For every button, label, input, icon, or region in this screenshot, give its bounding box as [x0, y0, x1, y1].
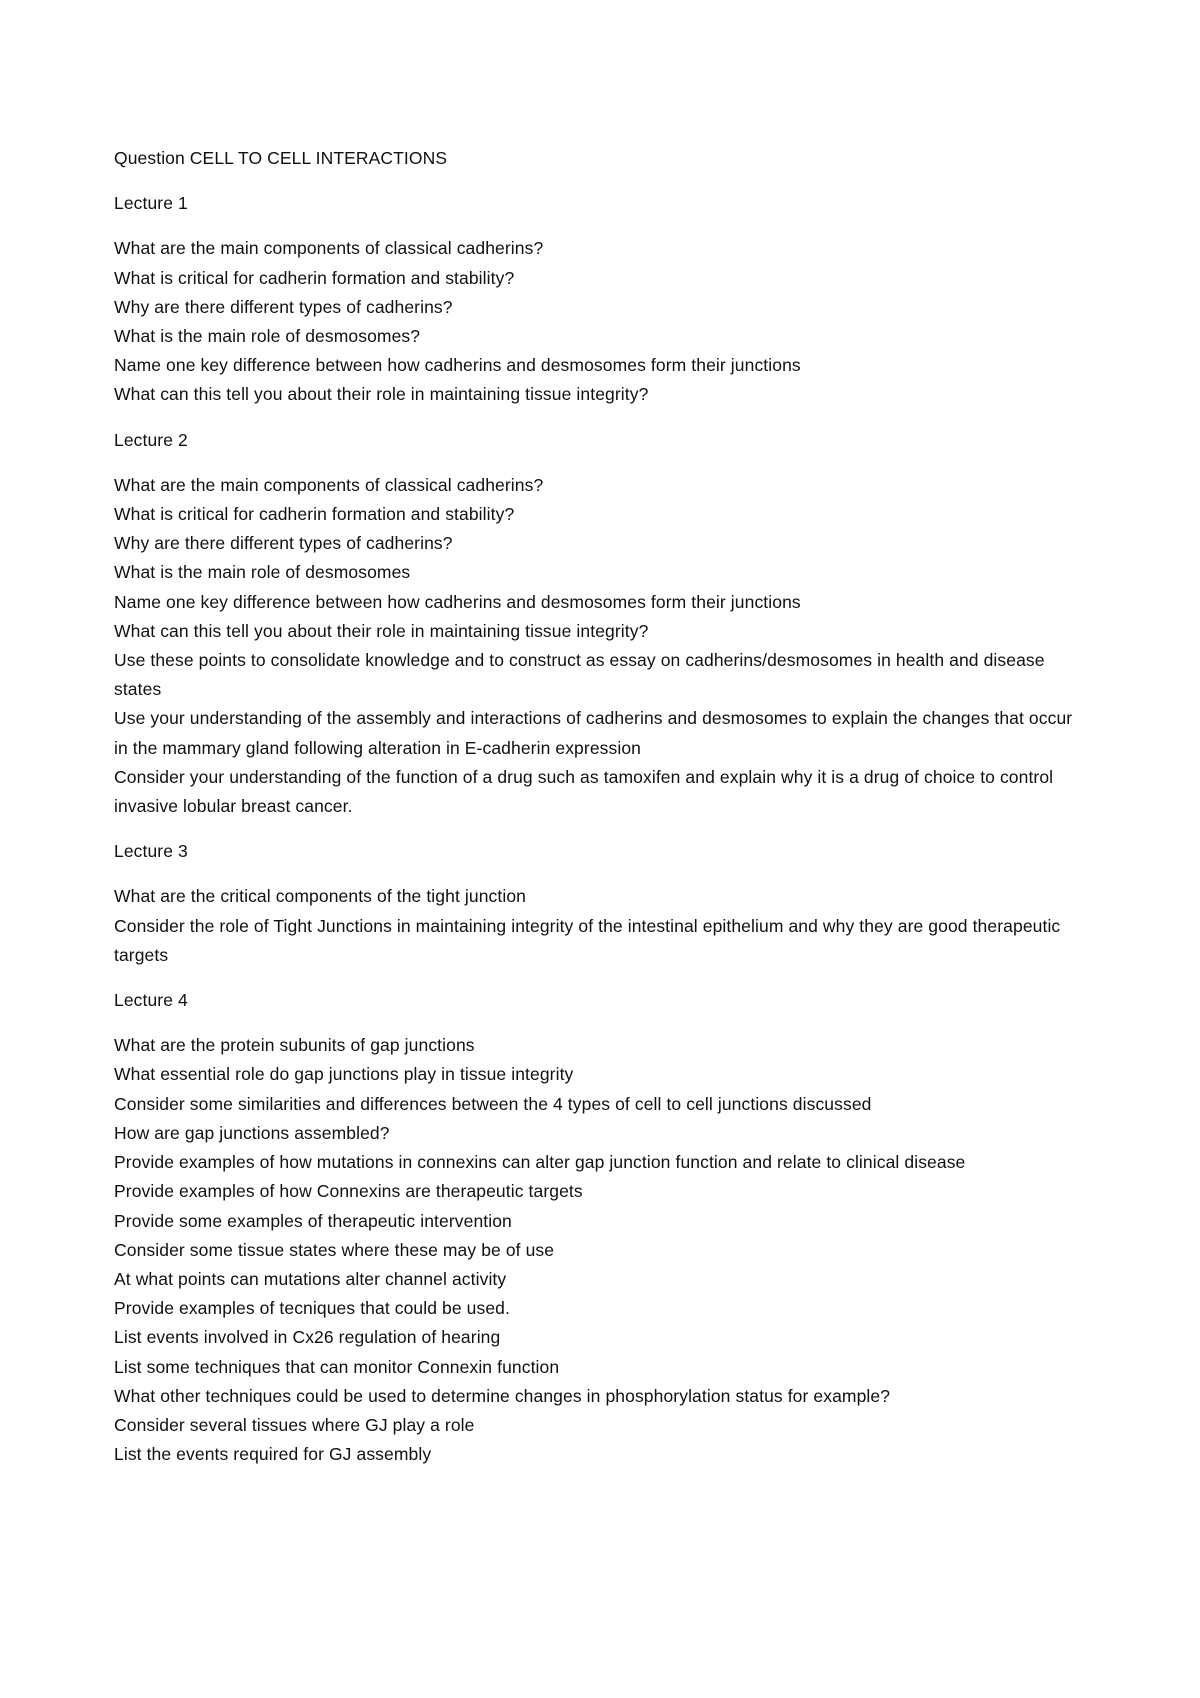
lecture-heading: Lecture 3 [114, 841, 188, 862]
question-item: Consider some tissue states where these may be of use [114, 1239, 555, 1260]
question-list [114, 882, 1074, 970]
question-item: Provide examples of how mutations in connexins can alter gap junction function and relate to clinical disease [114, 1152, 966, 1173]
question-item: Why are there different types of cadherins? [114, 533, 453, 554]
question-item: Name one key difference between how cadherins and desmosomes form their junctions [114, 355, 801, 376]
question-item: Consider the role of Tight Junctions in maintaining integrity of the intestinal epithelium and why they are good therapeutic targets [114, 915, 1061, 965]
question-item: What are the main components of classical cadherins? [114, 238, 544, 259]
question-item: What is critical for cadherin formation and stability? [114, 504, 515, 525]
question-item: List some techniques that can monitor Connexin function [114, 1356, 560, 1377]
lecture-heading: Lecture 4 [114, 990, 188, 1011]
lecture-heading: Lecture 1 [114, 193, 188, 214]
lecture-section-1 [114, 189, 1074, 409]
question-item: What can this tell you about their role in maintaining tissue integrity? [114, 620, 649, 641]
question-list [114, 471, 1074, 821]
question-item: Provide examples of tecniques that could be used. [114, 1298, 510, 1319]
question-item: What is critical for cadherin formation and stability? [114, 267, 515, 288]
question-item: At what points can mutations alter channel activity [114, 1268, 507, 1289]
document-body [114, 144, 1074, 1485]
question-item: Why are there different types of cadherins? [114, 296, 453, 317]
question-list [114, 234, 1074, 409]
lecture-section-2 [114, 426, 1074, 822]
question-list [114, 1031, 1074, 1469]
question-item: What is the main role of desmosomes [114, 562, 411, 583]
question-item: What are the protein subunits of gap junctions [114, 1035, 475, 1056]
question-item: Consider some similarities and differences between the 4 types of cell to cell junctions discussed [114, 1093, 872, 1114]
question-item: Consider several tissues where GJ play a role [114, 1414, 475, 1435]
lecture-heading: Lecture 2 [114, 429, 188, 450]
question-item: List the events required for GJ assembly [114, 1444, 432, 1465]
question-item: Consider your understanding of the function of a drug such as tamoxifen and explain why it is a drug of choice to control invasive lobular breast cancer. [114, 766, 1054, 817]
lecture-section-3 [114, 837, 1074, 970]
question-item: What is the main role of desmosomes? [114, 326, 421, 347]
question-item: Name one key difference between how cadherins and desmosomes form their junctions [114, 591, 801, 612]
question-item: What are the main components of classical cadherins? [114, 474, 544, 495]
document-title: Question CELL TO CELL INTERACTIONS [114, 148, 448, 168]
question-item: Use these points to consolidate knowledge and to construct as essay on cadherins/desmosomes in health and disease states [114, 650, 1045, 700]
question-item: What other techniques could be used to determine changes in phosphorylation status for example? [114, 1385, 891, 1406]
question-item: Provide examples of how Connexins are therapeutic targets [114, 1181, 583, 1202]
lecture-section-4 [114, 986, 1074, 1469]
question-item: Provide some examples of therapeutic intervention [114, 1210, 512, 1231]
question-item: What essential role do gap junctions play in tissue integrity [114, 1064, 574, 1085]
question-item: List events involved in Cx26 regulation of hearing [114, 1327, 501, 1348]
question-item: Use your understanding of the assembly and interactions of cadherins and desmosomes to explain the changes that occur in the mammary gland following alteration in E-cadherin expression [114, 708, 1073, 758]
question-item: How are gap junctions assembled? [114, 1122, 390, 1143]
question-item: What can this tell you about their role in maintaining tissue integrity? [114, 384, 649, 405]
question-item: What are the critical components of the tight junction [114, 886, 527, 907]
